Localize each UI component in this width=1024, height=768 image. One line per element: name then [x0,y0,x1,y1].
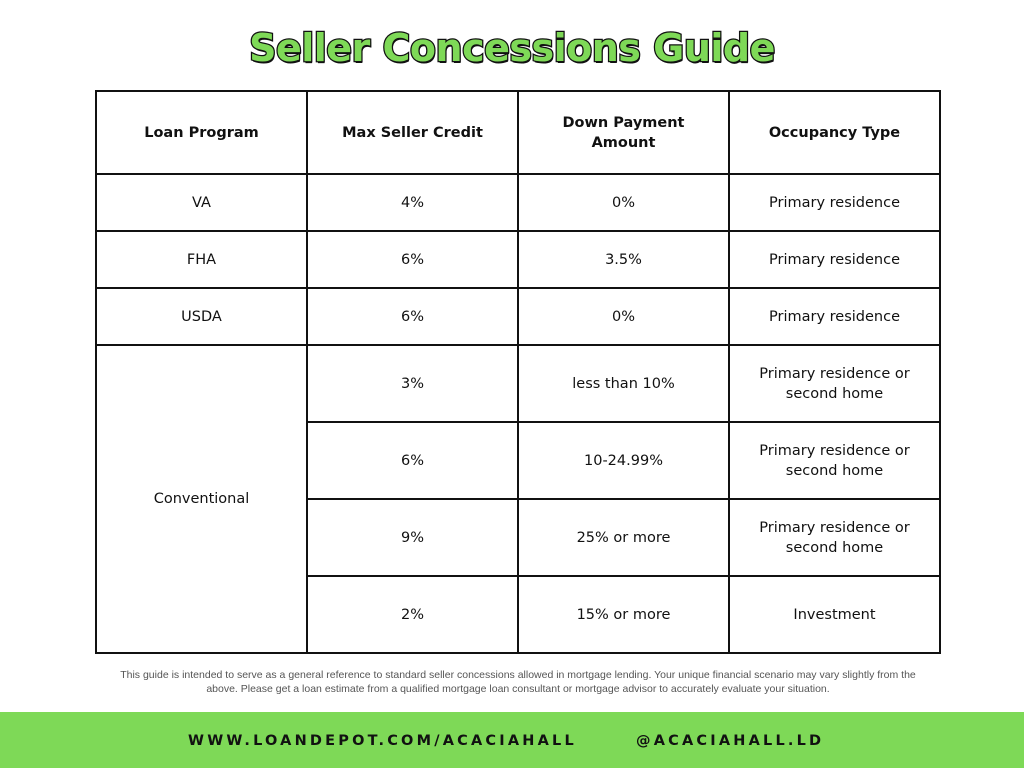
social-handle[interactable]: @ACACIAHALL.LD [636,733,825,749]
max-seller-credit-cell: 6% [307,288,518,345]
footer-bar [0,712,1024,768]
table-row [96,288,940,345]
column-header-occupancy-type: Occupancy Type [729,91,940,174]
loan-program-cell: Conventional [96,345,307,653]
down-payment-cell: 3.5% [518,231,729,288]
table-row [96,345,940,422]
occupancy-type-cell: Primary residence or second home [729,499,940,576]
max-seller-credit-cell: 2% [307,576,518,653]
max-seller-credit-cell: 6% [307,231,518,288]
table-header-row [96,91,940,174]
website-link[interactable]: WWW.LOANDEPOT.COM/ACACIAHALL [188,733,577,749]
column-header-loan-program: Loan Program [96,91,307,174]
occupancy-type-cell: Primary residence [729,174,940,231]
page-title: Seller Concessions Guide [249,26,775,70]
down-payment-cell: 25% or more [518,499,729,576]
column-header-down-payment: Down Payment Amount [518,91,729,174]
down-payment-cell: 10-24.99% [518,422,729,499]
max-seller-credit-cell: 6% [307,422,518,499]
loan-program-cell: VA [96,174,307,231]
occupancy-type-cell: Primary residence [729,231,940,288]
column-header-max-seller-credit: Max Seller Credit [307,91,518,174]
loan-program-cell: FHA [96,231,307,288]
occupancy-type-cell: Investment [729,576,940,653]
occupancy-type-cell: Primary residence or second home [729,422,940,499]
max-seller-credit-cell: 4% [307,174,518,231]
down-payment-cell: 0% [518,288,729,345]
loan-program-cell: USDA [96,288,307,345]
occupancy-type-cell: Primary residence [729,288,940,345]
table-row [96,174,940,231]
max-seller-credit-cell: 9% [307,499,518,576]
max-seller-credit-cell: 3% [307,345,518,422]
down-payment-cell: 15% or more [518,576,729,653]
down-payment-cell: less than 10% [518,345,729,422]
table-row [96,231,940,288]
seller-concessions-table [95,90,941,654]
disclaimer-text: This guide is intended to serve as a general reference to standard seller concessions allowed in mortgage lending. Your unique financial scenario may vary slightly from the above. Please get a loan estimate from a qualified mortgage loan consultant or mortgage advisor to accurately evaluate your situation. [120,669,916,695]
down-payment-cell: 0% [518,174,729,231]
occupancy-type-cell: Primary residence or second home [729,345,940,422]
